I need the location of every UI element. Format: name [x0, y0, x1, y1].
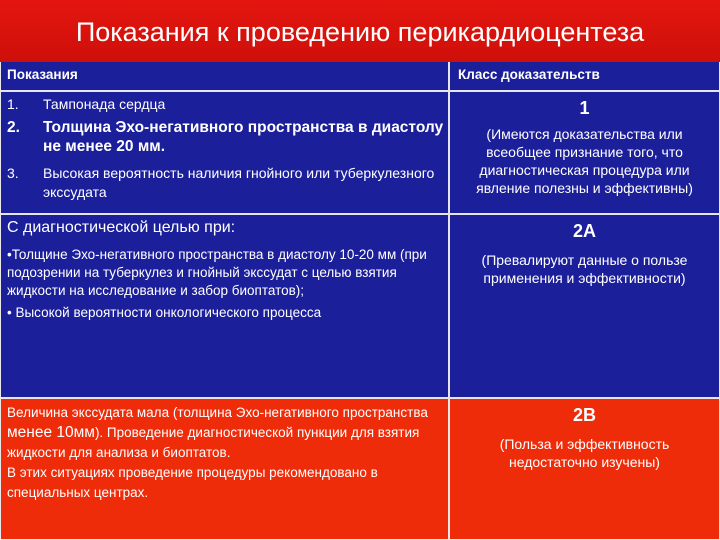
class-note: (Польза и эффективность недостаточно изучены): [499, 436, 670, 470]
grid-line: [1, 90, 719, 92]
grid-line: [1, 213, 719, 215]
class-note: (Превалируют данные о пользе применения и эффективности): [481, 252, 688, 286]
section3-text-bold: менее 10мм: [7, 424, 95, 441]
section2-title: С диагностической целью при:: [7, 219, 236, 236]
section1-class: [450, 92, 719, 213]
header-indications: Показания: [1, 62, 448, 90]
section1-indications: [1, 92, 448, 213]
indication-text: Тампонада сердца: [43, 96, 166, 112]
class-value: 2В: [572, 405, 596, 425]
section3-indications: [1, 399, 448, 539]
slide-title: Показания к проведению перикардиоцентеза: [0, 0, 720, 62]
indication-num: 1.: [7, 96, 19, 112]
evidence-table: [1, 62, 719, 539]
indication-num: 2.: [7, 119, 20, 136]
indication-item-1: [1, 96, 448, 112]
grid-line: [448, 62, 450, 539]
section2-indications: [1, 215, 448, 397]
section2-bullet-1: •Толщине Эхо-негативного пространства в диастолу 10-20 мм (при подозрении на туберкулез и гнойный экссудат с целью взятия жидкости на исследование и забор биоптатов);: [7, 247, 427, 298]
class-note: (Имеются доказательства или всеобщее признание того, что диагностическая процедура или явление полезны и эффективны): [476, 126, 693, 196]
indication-text: Толщина Эхо-негативного пространства в диастолу не менее 20 мм.: [43, 119, 444, 155]
section3-class: [450, 399, 719, 539]
section2-class: [450, 215, 719, 397]
section3-text: [7, 403, 442, 463]
class-value: 2А: [572, 221, 596, 241]
indication-text: Высокая вероятность наличия гнойного или туберкулезного экссудата: [43, 165, 435, 200]
class-value: 1: [579, 98, 590, 118]
section3-text-a: Величина экссудата мала (толщина Эхо-негативного пространства: [7, 405, 428, 420]
grid-line: [1, 397, 719, 399]
indication-item-3: [1, 164, 448, 202]
header-evidence-class: Класс доказательств: [450, 62, 719, 90]
section3-note: В этих ситуациях проведение процедуры рекомендовано в специальных центрах.: [7, 465, 378, 500]
section2-bullet-2: • Высокой вероятности онкологического процесса: [7, 305, 322, 320]
indication-item-2: [1, 118, 448, 156]
section3-text-b: ). Проведение диагностической пункции для взятия жидкости для анализа и биоптатов.: [7, 425, 420, 460]
indication-num: 3.: [7, 165, 19, 181]
